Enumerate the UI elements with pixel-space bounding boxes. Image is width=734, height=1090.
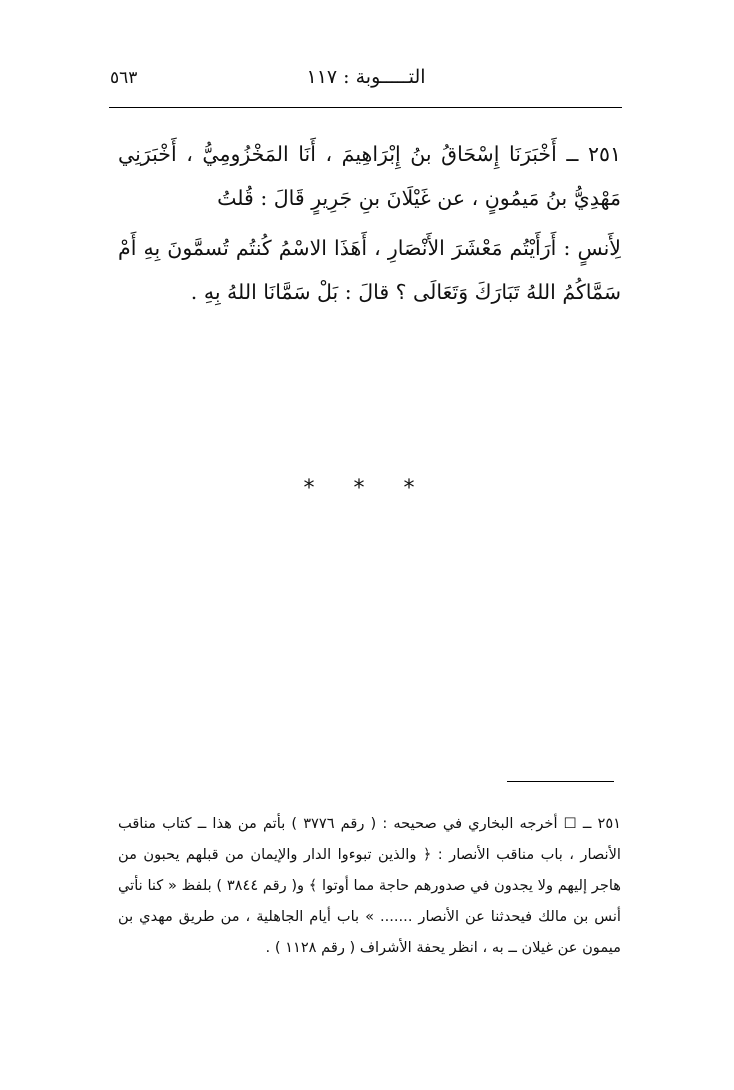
footnote: ٢٥١ ــ ☐ أخرجه البخاري في صحيحه : ( رقم ٣٧٧٦ ) بأتم من هذا ــ كتاب مناقب الأنصار ، باب مناقب الأنصار : ﴿ والذين تبوءوا الدار والإيمان من قبلهم يحبون من هاجر إليهم ولا يجدون في صدورهم حاجة مما أوتوا ﴾ و( رقم ٣٨٤٤ ) بلفظ « كنا نأتي أنس بن مالك فيحدثنا عن الأنصار ....... » باب أيام الجاهلية ، من طريق مهدي بن ميمون عن غيلان ــ به ، انظر يحفة الأشراف ( رقم ١١٢٨ ) . — [118, 815, 622, 956]
hadith-text — [118, 132, 621, 314]
page-number: ٥٦٣ — [110, 68, 138, 88]
section-separator: * * * — [303, 476, 431, 501]
header-rule — [109, 107, 622, 108]
hadith-paragraph-1: ٢٥١ ــ أَخْبَرَنَا إِسْحَاقُ بنُ إِبْرَاهِيمَ ، أَنَا المَخْزُومِيُّ ، أَخْبَرَنِي مَهْدِيُّ بنُ مَيمُونٍ ، عن غَيْلَانَ بنِ جَرِيرٍ قَالَ : قُلتُ — [118, 142, 621, 210]
header-bar — [110, 62, 622, 102]
running-title: التـــــوبة : ١١٧ — [306, 66, 426, 88]
hadith-paragraph-2: لِأَنسٍ : أَرَأَيْتُم مَعْشَرَ الأَنْصَارِ ، أَهَذَا الاسْمُ كُنتُم تُسمَّونَ بِهِ أَمْ سَمَّاكُمُ اللهُ تَبَارَكَ وَتَعَالَى ؟ قالَ : بَلْ سَمَّانَا اللهُ بِهِ . — [118, 236, 621, 304]
footnote-rule — [507, 781, 614, 782]
